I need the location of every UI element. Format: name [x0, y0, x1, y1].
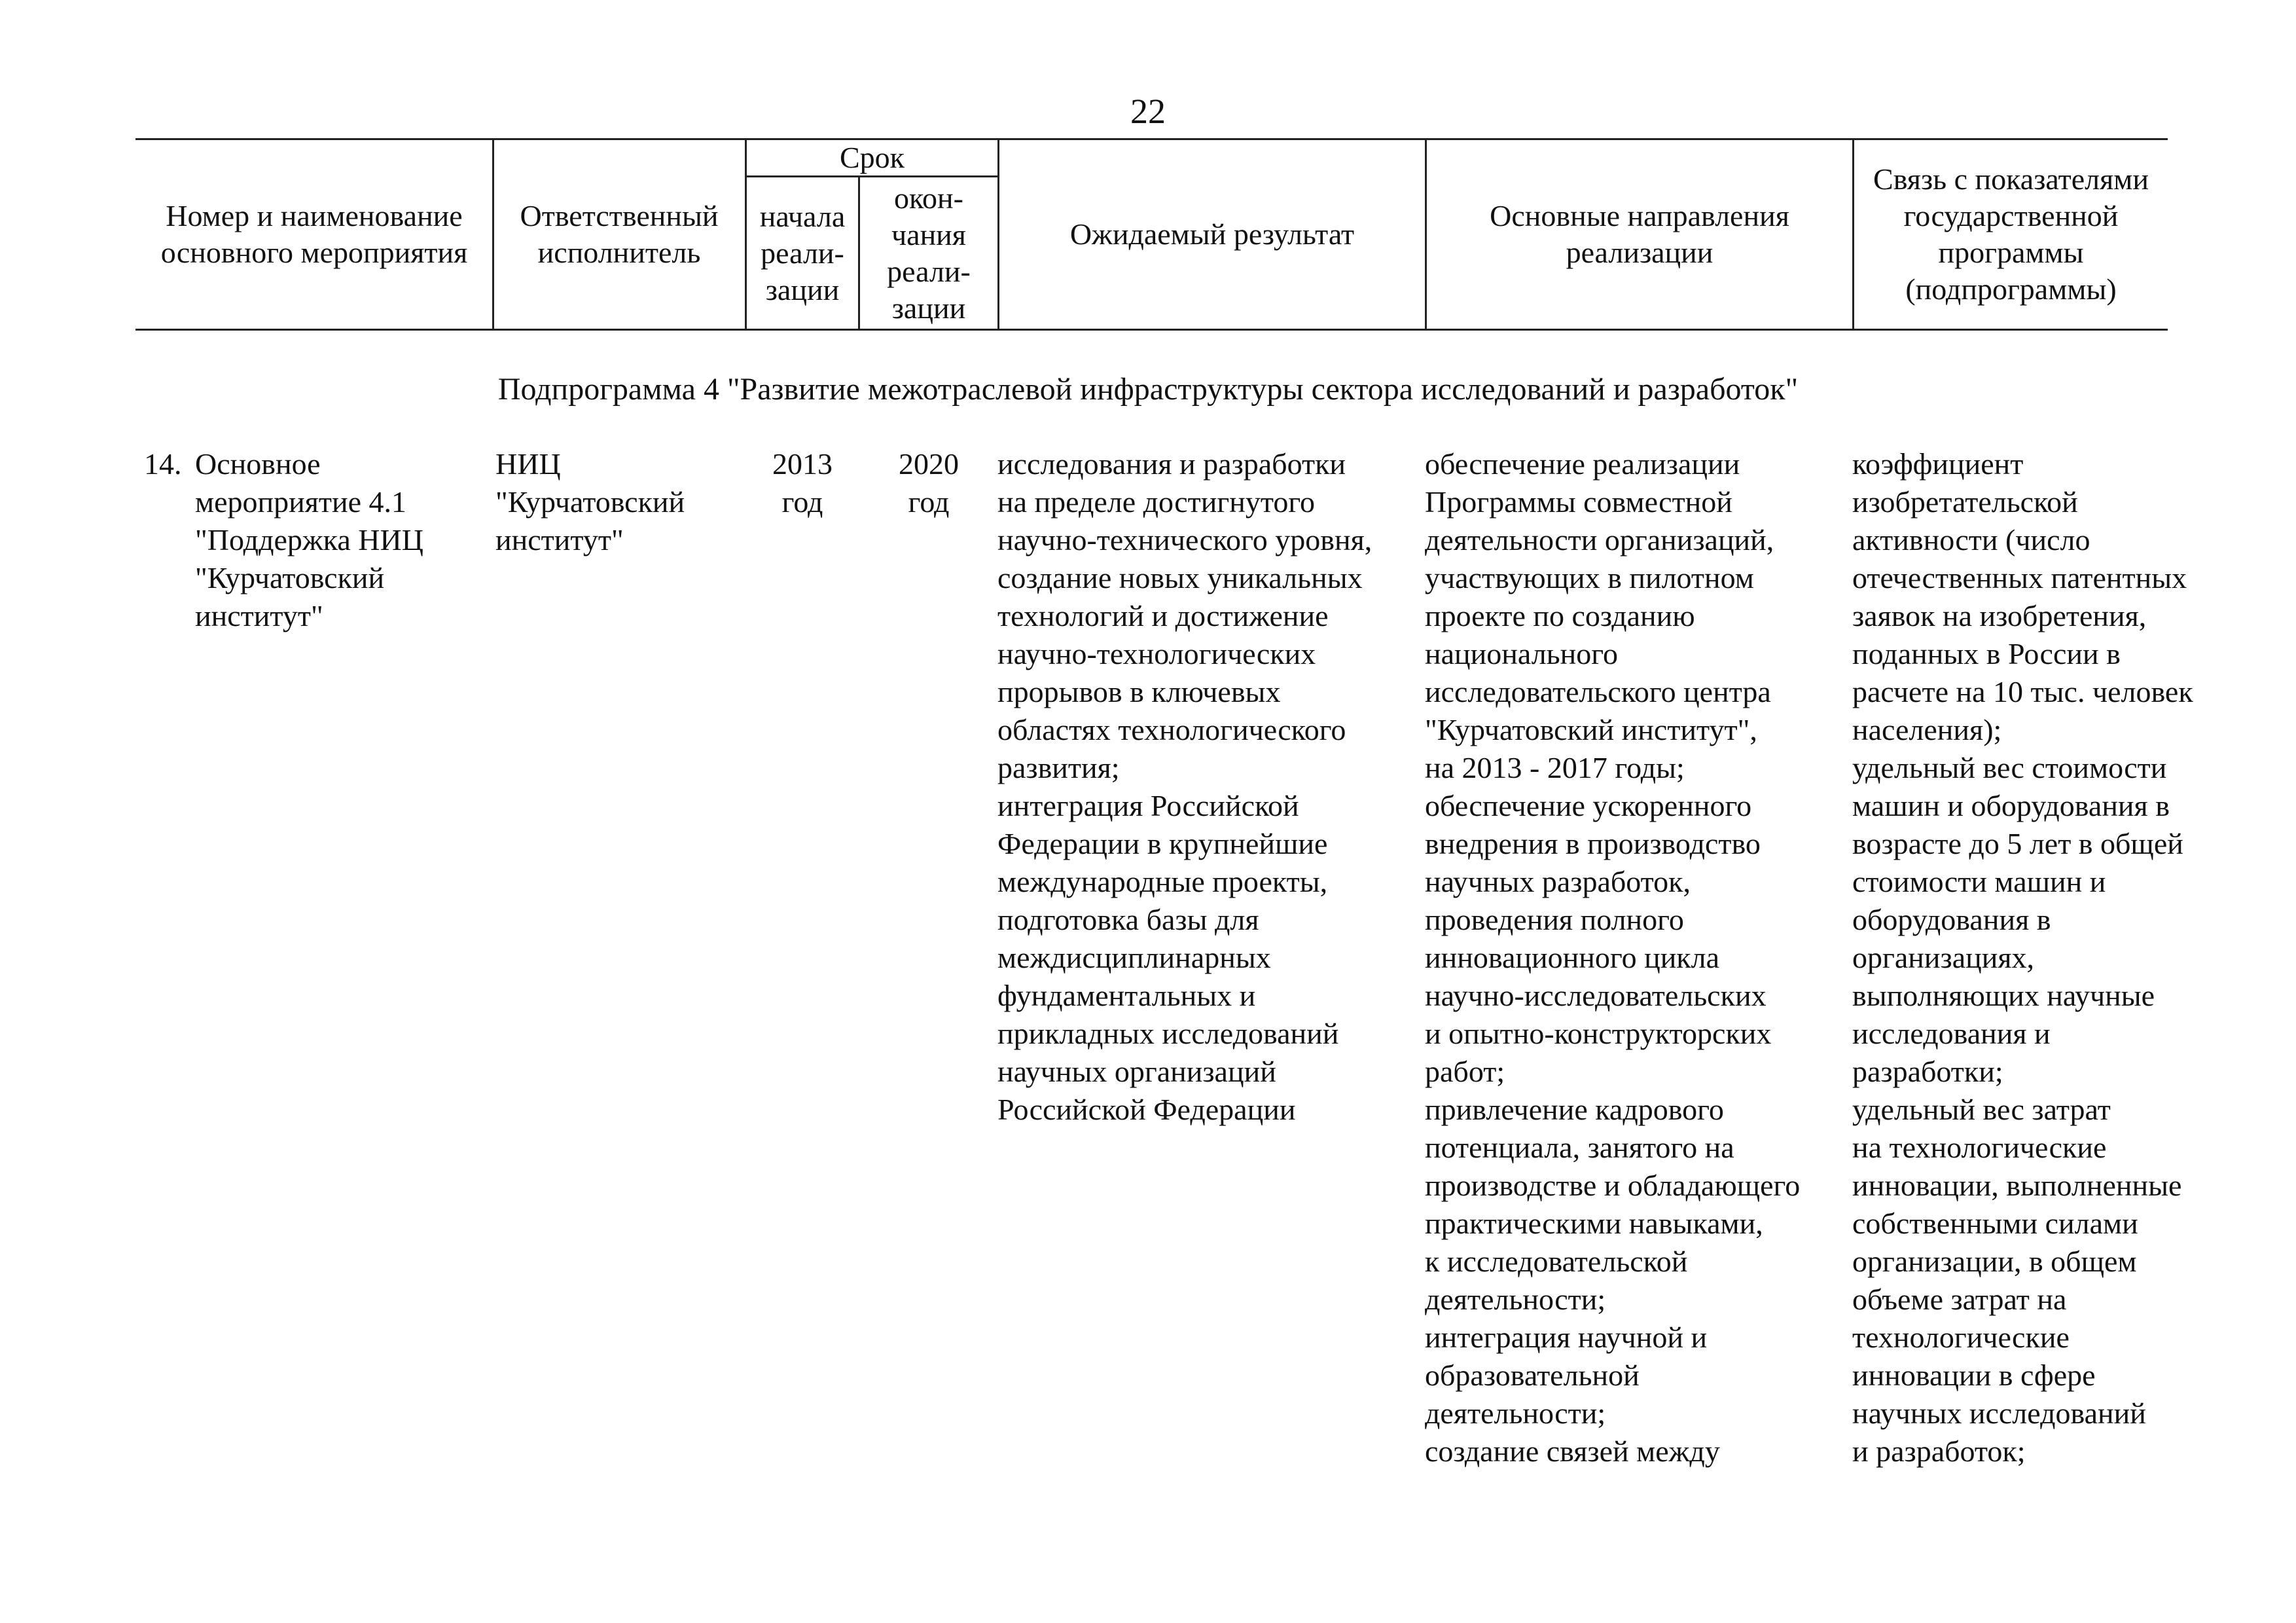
- directions-line: "Курчатовский институт",: [1425, 713, 1757, 746]
- result-line: фундаментальных и: [997, 979, 1256, 1012]
- activity-line: Основное: [195, 447, 321, 481]
- result-line: прорывов в ключевых: [997, 675, 1281, 708]
- directions-line: внедрения в производство: [1425, 827, 1761, 860]
- result-line: научно-технического уровня,: [997, 523, 1372, 556]
- directions-line: к исследовательской: [1425, 1245, 1688, 1278]
- header-end-line: зации: [891, 291, 966, 325]
- directions-line: инновационного цикла: [1425, 941, 1720, 974]
- directions-line: и опытно-конструкторских: [1425, 1017, 1772, 1050]
- header-directions-line: реализации: [1566, 236, 1713, 269]
- indicators-line: научных исследований: [1852, 1396, 2146, 1430]
- directions-line: привлечение кадрового: [1425, 1093, 1724, 1126]
- directions-line: национального: [1425, 637, 1618, 670]
- indicators-line: объеме затрат на: [1852, 1283, 2067, 1316]
- directions-line: практическими навыками,: [1425, 1207, 1763, 1240]
- indicators-line: исследования и: [1852, 1017, 2051, 1050]
- header-start-line: реали-: [761, 236, 844, 270]
- activity-line: мероприятие 4.1: [195, 485, 407, 519]
- result-line: научных организаций: [997, 1055, 1276, 1088]
- indicators-line: на технологические: [1852, 1131, 2107, 1164]
- header-end-line: чания: [891, 217, 966, 251]
- header-result: [999, 140, 1425, 329]
- end-line: год: [908, 485, 950, 519]
- header-indicators: [1854, 140, 2168, 329]
- directions-line: создание связей между: [1425, 1434, 1720, 1468]
- indicators-line: технологические: [1852, 1321, 2070, 1354]
- start-line: 2013: [772, 447, 833, 481]
- directions-line: на 2013 - 2017 годы;: [1425, 751, 1685, 784]
- result-line: международные проекты,: [997, 865, 1328, 898]
- result-line: научно-технологических: [997, 637, 1316, 670]
- indicators-line: организациях,: [1852, 941, 2034, 974]
- header-bottom-border: [135, 329, 2168, 331]
- subprogram-title: Подпрограмма 4 "Развитие межотраслевой инфраструктуры сектора исследований и разработок": [497, 372, 1799, 407]
- result-line: исследования и разработки: [997, 447, 1346, 481]
- result-line: подготовка базы для: [997, 903, 1259, 936]
- header-term-label: Срок: [839, 141, 905, 174]
- indicators-line: коэффициент: [1852, 447, 2024, 481]
- indicators-line: организации, в общем: [1852, 1245, 2137, 1278]
- result-line: на пределе достигнутого: [997, 485, 1316, 519]
- indicators-line: удельный вес затрат: [1852, 1093, 2111, 1126]
- header-executor-line: исполнитель: [537, 236, 701, 269]
- directions-line: обеспечение реализации: [1425, 447, 1740, 481]
- result-line: областях технологического: [997, 713, 1346, 746]
- indicators-line: населения);: [1852, 713, 2002, 746]
- end-line: 2020: [899, 447, 959, 481]
- directions-line: исследовательского центра: [1425, 675, 1771, 708]
- indicators-line: разработки;: [1852, 1055, 2003, 1088]
- directions-line: производстве и обладающего: [1425, 1169, 1801, 1202]
- indicators-line: удельный вес стоимости: [1852, 751, 2167, 784]
- header-end-line: окон-: [894, 181, 963, 215]
- indicators-line: инновации в сфере: [1852, 1359, 2096, 1392]
- header-indicators-line: (подпрограммы): [1905, 272, 2117, 306]
- cell-directions: [1425, 445, 1850, 1470]
- activity-line: "Поддержка НИЦ: [195, 523, 423, 556]
- executor-line: НИЦ: [495, 447, 561, 481]
- directions-line: деятельности организаций,: [1425, 523, 1774, 556]
- header-activity-line: Номер и наименование: [166, 199, 463, 232]
- header-activity-line: основного мероприятия: [160, 236, 468, 269]
- directions-line: научно-исследовательских: [1425, 979, 1767, 1012]
- result-line: развития;: [997, 751, 1120, 784]
- directions-line: потенциала, занятого на: [1425, 1131, 1734, 1164]
- cell-result: [997, 445, 1423, 1129]
- directions-line: образовательной: [1425, 1359, 1640, 1392]
- directions-line: интеграция научной и: [1425, 1321, 1708, 1354]
- directions-line: обеспечение ускоренного: [1425, 789, 1752, 822]
- directions-line: деятельности;: [1425, 1396, 1606, 1430]
- indicators-line: возрасте до 5 лет в общей: [1852, 827, 2183, 860]
- directions-line: проведения полного: [1425, 903, 1684, 936]
- header-indicators-line: государственной: [1903, 199, 2119, 232]
- header-end-line: реали-: [887, 254, 971, 288]
- result-line: прикладных исследований: [997, 1017, 1339, 1050]
- header-indicators-line: Связь с показателями: [1873, 162, 2149, 196]
- indicators-line: расчете на 10 тыс. человек: [1852, 675, 2193, 708]
- result-line: создание новых уникальных: [997, 561, 1363, 594]
- directions-line: проекте по созданию: [1425, 599, 1695, 632]
- indicators-line: активности (число: [1852, 523, 2090, 556]
- header-indicators-line: программы: [1938, 236, 2084, 269]
- header-activity: [137, 140, 491, 329]
- header-start: [747, 177, 858, 329]
- start-line: год: [781, 485, 823, 519]
- indicators-line: изобретательской: [1852, 485, 2078, 519]
- indicators-line: машин и оборудования в: [1852, 789, 2170, 822]
- header-directions-line: Основные направления: [1490, 199, 1789, 232]
- header-result-line: Ожидаемый результат: [1069, 217, 1355, 251]
- indicators-line: и разработок;: [1852, 1434, 2026, 1468]
- row-number: 14.: [144, 447, 182, 481]
- indicators-line: поданных в России в: [1852, 637, 2121, 670]
- cell-activity: [195, 445, 490, 635]
- cell-end: [860, 445, 997, 521]
- indicators-line: оборудования в: [1852, 903, 2051, 936]
- directions-line: участвующих в пилотном: [1425, 561, 1754, 594]
- page-number: 22: [1130, 92, 1166, 131]
- header-start-line: зации: [765, 272, 840, 306]
- directions-line: работ;: [1425, 1055, 1505, 1088]
- header-directions: [1427, 140, 1852, 329]
- header-executor: [494, 140, 744, 329]
- indicators-line: заявок на изобретения,: [1852, 599, 2147, 632]
- indicators-line: выполняющих научные: [1852, 979, 2155, 1012]
- result-line: интеграция Российской: [997, 789, 1299, 822]
- result-line: междисциплинарных: [997, 941, 1271, 974]
- activity-line: "Курчатовский: [195, 561, 385, 594]
- cell-start: [747, 445, 858, 521]
- result-line: Российской Федерации: [997, 1093, 1296, 1126]
- header-term: [747, 140, 997, 175]
- indicators-line: отечественных патентных: [1852, 561, 2187, 594]
- cell-indicators: [1852, 445, 2193, 1470]
- directions-line: Программы совместной: [1425, 485, 1732, 519]
- indicators-line: собственными силами: [1852, 1207, 2138, 1240]
- indicators-line: стоимости машин и: [1852, 865, 2106, 898]
- result-line: Федерации в крупнейшие: [997, 827, 1328, 860]
- activity-line: институт": [195, 599, 323, 632]
- executor-line: "Курчатовский: [495, 485, 685, 519]
- header-start-line: начала: [759, 199, 846, 233]
- header-executor-line: Ответственный: [520, 199, 719, 232]
- indicators-line: инновации, выполненные: [1852, 1169, 2182, 1202]
- executor-line: институт": [495, 523, 624, 556]
- directions-line: научных разработок,: [1425, 865, 1691, 898]
- result-line: технологий и достижение: [997, 599, 1329, 632]
- cell-executor: [495, 445, 743, 559]
- header-end: [860, 177, 997, 329]
- directions-line: деятельности;: [1425, 1283, 1606, 1316]
